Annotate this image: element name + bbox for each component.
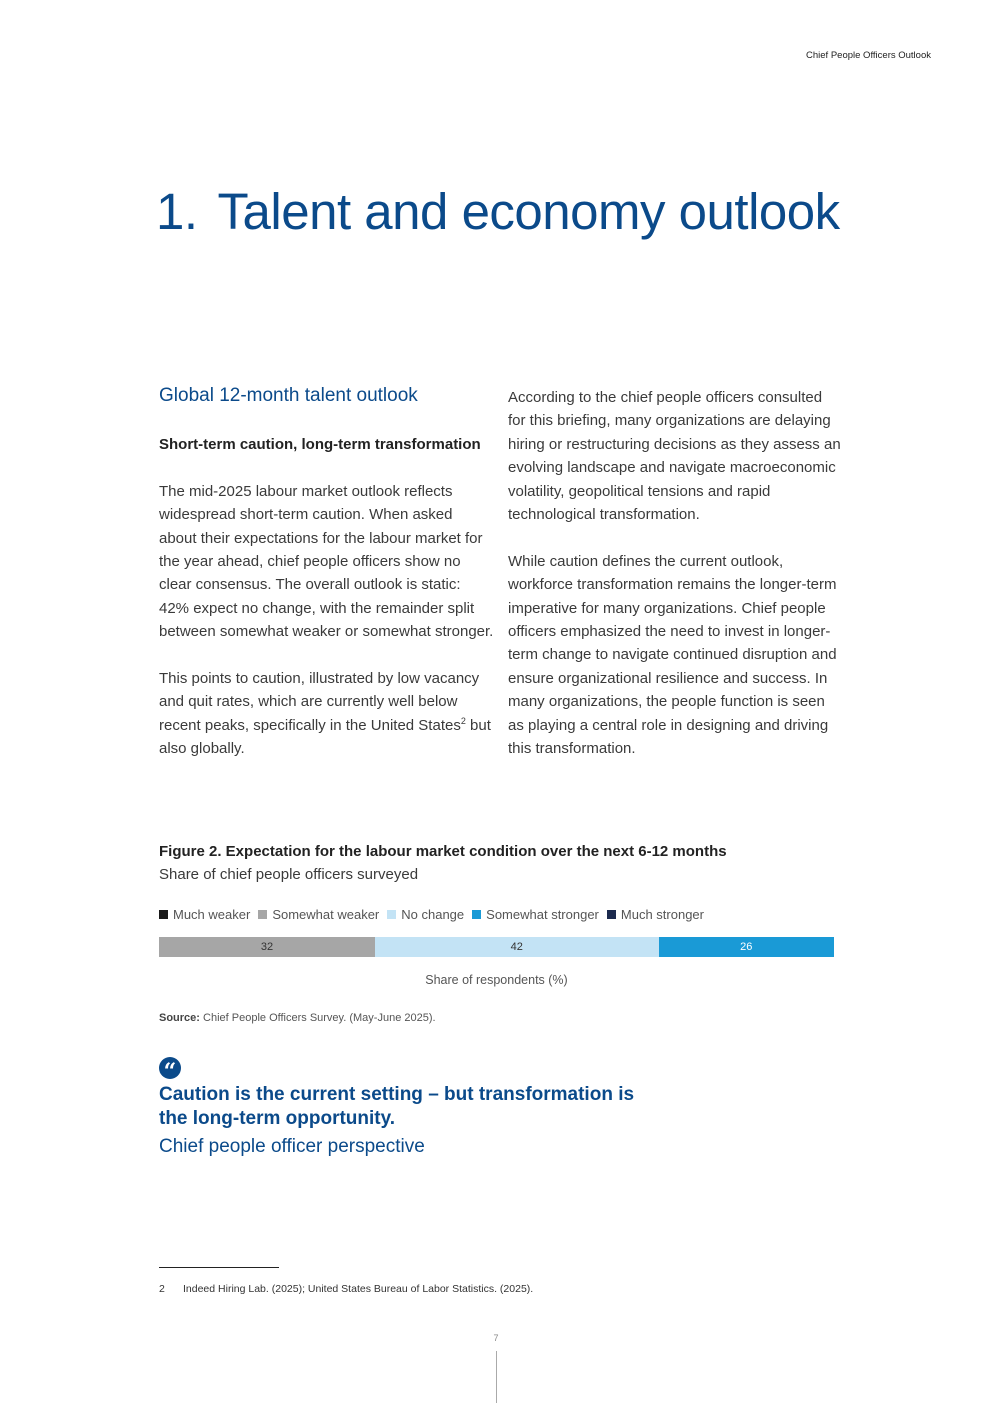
legend-item-somewhat-stronger (472, 907, 599, 922)
section-title: Global 12-month talent outlook (159, 385, 418, 406)
left-paragraph-2 (159, 667, 494, 761)
footnote (159, 1283, 533, 1295)
pull-quote: Caution is the current setting – but transformation is the long-term opportunity. (159, 1084, 635, 1129)
legend-label-somewhat-weaker: Somewhat weaker (272, 907, 380, 922)
legend-swatch-no-change (387, 910, 396, 919)
legend-item-somewhat-weaker (258, 907, 379, 922)
bar-segment-somewhat-weaker: 32 (159, 937, 375, 957)
stacked-bar (159, 937, 834, 957)
source-label: Source: (159, 1012, 200, 1024)
bar-segment-somewhat-stronger: 26 (659, 937, 835, 957)
figure-source (159, 1012, 436, 1024)
figure-title: Figure 2. Expectation for the labour market condition over the next 6-12 months (159, 843, 727, 860)
left-paragraph-1: The mid-2025 labour market outlook reflects widespread short-term caution. When asked about their expectations for the labour market for the year ahead, chief people officers show no clear consensus. The overall outlook is static: 42% expect no change, with the remainder split between somewhat weaker or somewhat stronger. (159, 482, 494, 641)
running-header: Chief People Officers Outlook (806, 50, 931, 61)
quote-icon: “ (159, 1057, 181, 1079)
x-axis-label: Share of respondents (%) (425, 973, 568, 987)
legend-label-somewhat-stronger: Somewhat stronger (486, 907, 599, 922)
legend-swatch-somewhat-stronger (472, 910, 481, 919)
subheading: Short-term caution, long-term transformation (159, 436, 481, 453)
chapter-heading (156, 182, 840, 241)
footnote-divider (159, 1267, 279, 1268)
page-number: 7 (493, 1333, 499, 1343)
left-paragraph-2-tail: but also globally. (159, 716, 491, 758)
legend-item-much-weaker (159, 907, 250, 922)
footnote-text: Indeed Hiring Lab. (2025); United States Bureau of Labor Statistics. (2025). (183, 1283, 534, 1295)
legend-label-much-stronger: Much stronger (620, 907, 704, 922)
legend-item-much-stronger (607, 907, 704, 922)
right-paragraph-2: While caution defines the current outlook, workforce transformation remains the longer-term imperative for many organizations. Chief people officers emphasized the need to invest in longer-term change to navigate continued disruption and ensure organizational resilience and success. In many organizations, the people function is seen as playing a central role in designing and driving this transformation. (508, 552, 837, 758)
legend-swatch-somewhat-weaker (258, 910, 267, 919)
left-paragraph-2-text: This points to caution, illustrated by low vacancy and quit rates, which are currently well below recent peaks, specifically in the United States (159, 670, 480, 734)
legend-label-much-weaker: Much weaker (173, 907, 251, 922)
bar-segment-no-change: 42 (375, 937, 659, 957)
footnote-ref[interactable]: 2 (460, 715, 466, 726)
figure-subtitle: Share of chief people officers surveyed (159, 866, 419, 883)
right-paragraph-1: According to the chief people officers consulted for this briefing, many organizations are delaying hiring or restructuring decisions as they assess an evolving landscape and navigate macroeconomic volatility, geopolitical tensions and rapid technological transformation. (508, 389, 841, 524)
chapter-number: 1. (156, 183, 198, 240)
chapter-title: Talent and economy outlook (217, 183, 840, 240)
legend-label-no-change: No change (401, 907, 465, 922)
legend-item-no-change (387, 907, 464, 922)
source-text: Chief People Officers Survey. (May-June 2025). (199, 1012, 436, 1024)
legend-swatch-much-weaker (159, 910, 168, 919)
footnote-number: 2 (159, 1283, 165, 1295)
page-divider (496, 1351, 497, 1403)
legend-swatch-much-stronger (607, 910, 616, 919)
chart-legend (159, 907, 712, 922)
quote-attribution: Chief people officer perspective (159, 1136, 425, 1157)
left-column (159, 383, 494, 784)
right-column (508, 386, 842, 784)
